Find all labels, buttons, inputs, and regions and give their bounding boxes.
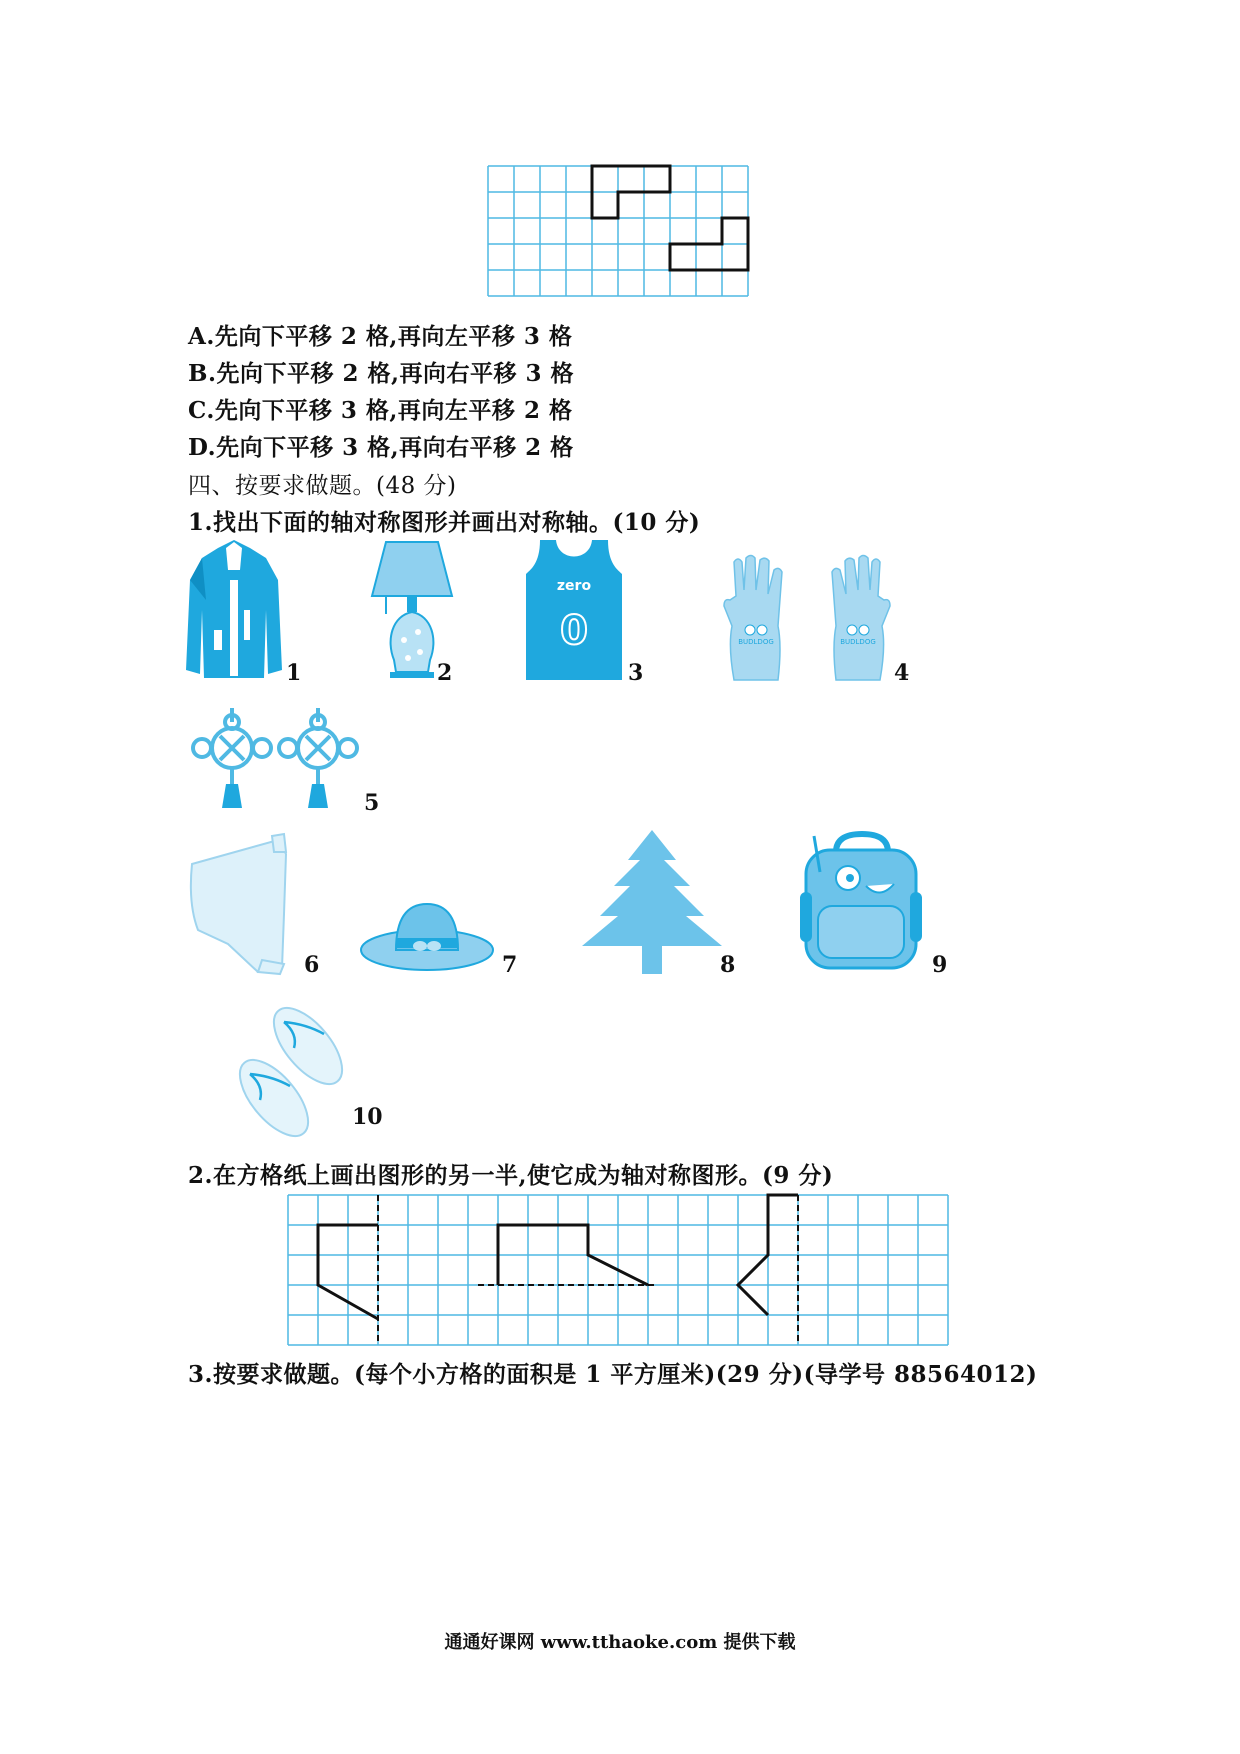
glove-text-left: BUDLDOG: [738, 638, 774, 646]
question-3-title: 3.按要求做题。(每个小方格的面积是 1 平方厘米)(29 分)(导学号 88564012): [188, 1361, 1038, 1388]
translation-grid: [488, 166, 748, 296]
figure-label-9: 9: [932, 952, 948, 978]
tree-figure: [582, 830, 722, 974]
option-c: C.先向下平移 3 格,再向左平移 2 格: [188, 397, 573, 424]
hat-figure: [360, 900, 494, 974]
footer: 通通好课网 www.tthaoke.com 提供下载: [444, 1632, 796, 1653]
figure-label-2: 2: [437, 660, 453, 686]
option-b: B.先向下平移 2 格,再向右平移 3 格: [188, 360, 574, 387]
option-a: A.先向下平移 2 格,再向左平移 3 格: [188, 323, 573, 350]
section-4-title: 四、按要求做题。(48 分): [188, 473, 457, 499]
question-1-title: 1.找出下面的轴对称图形并画出对称轴。(10 分): [188, 509, 701, 536]
shirt-figure: [188, 834, 298, 974]
option-d: D.先向下平移 3 格,再向右平移 2 格: [188, 434, 574, 461]
jersey-text: zero: [556, 578, 592, 594]
jersey-number: 0: [560, 608, 588, 654]
figure-label-4: 4: [894, 660, 910, 686]
jersey-figure: [526, 540, 622, 680]
chinese-knots-figure: [190, 708, 360, 812]
figure-label-5: 5: [364, 790, 380, 816]
figure-label-7: 7: [502, 952, 518, 978]
coat-figure: [186, 540, 282, 680]
symmetry-grid: [288, 1195, 948, 1345]
question-2-title: 2.在方格纸上画出图形的另一半,使它成为轴对称图形。(9 分): [188, 1162, 834, 1189]
gloves-figure: [722, 556, 892, 680]
figure-label-10: 10: [352, 1104, 383, 1130]
figure-label-6: 6: [304, 952, 320, 978]
figure-label-3: 3: [628, 660, 644, 686]
figure-label-8: 8: [720, 952, 736, 978]
figure-label-1: 1: [286, 660, 302, 686]
flip-flops-figure: [228, 1004, 358, 1140]
glove-text-right: BUDLDOG: [840, 638, 876, 646]
backpack-figure: [796, 832, 926, 976]
lamp-figure: [372, 540, 452, 680]
